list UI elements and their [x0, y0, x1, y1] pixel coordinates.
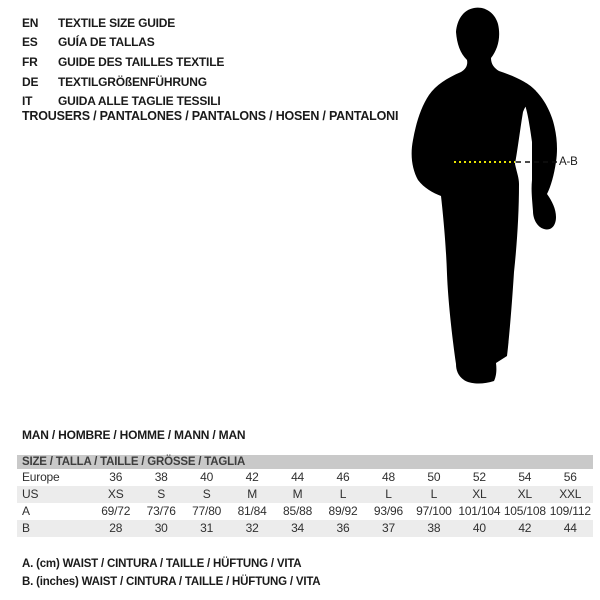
size-value-cell: 69/72 [101, 504, 131, 518]
figure-area [390, 0, 600, 400]
row-label: A [22, 504, 30, 518]
size-value-cell: 30 [154, 521, 168, 535]
note-waist-inches: B. (inches) WAIST / CINTURA / TAILLE / HÜFTUNG / VITA [22, 576, 321, 588]
size-value-cell: 54 [518, 470, 532, 484]
size-value-cell: 73/76 [146, 504, 176, 518]
size-value-cell: 85/88 [283, 504, 313, 518]
size-value-cell: 56 [563, 470, 577, 484]
size-value-cell: XL [472, 487, 487, 501]
size-value-cell: 77/80 [192, 504, 222, 518]
table-row [17, 503, 593, 520]
size-value-cell: 36 [109, 470, 123, 484]
size-value-cell: 46 [336, 470, 350, 484]
language-label: GUIDE DES TAILLES TEXTILE [58, 54, 225, 69]
size-value-cell: XL [517, 487, 532, 501]
language-label: TEXTILGRÖßENFÜHRUNG [58, 74, 207, 89]
size-value-cell: 81/84 [237, 504, 267, 518]
body-silhouette-path [412, 8, 536, 384]
size-value-cell: XXL [559, 487, 582, 501]
row-label: US [22, 487, 39, 501]
arm-silhouette-path [524, 83, 557, 229]
size-value-cell: 97/100 [416, 504, 452, 518]
size-value-cell: 40 [200, 470, 214, 484]
size-value-cell: 42 [245, 470, 259, 484]
size-table-body [17, 469, 593, 537]
language-row [22, 72, 382, 92]
size-table-header: SIZE / TALLA / TAILLE / GRÖSSE / TAGLIA [17, 455, 593, 469]
table-row [17, 520, 593, 537]
language-label: GUÍA DE TALLAS [58, 35, 155, 50]
size-value-cell: 93/96 [373, 504, 403, 518]
row-label: B [22, 521, 30, 535]
size-value-cell: M [247, 487, 257, 501]
size-value-cell: 34 [291, 521, 305, 535]
size-value-cell: 38 [154, 470, 168, 484]
language-label: TEXTILE SIZE GUIDE [58, 15, 176, 30]
size-value-cell: S [157, 487, 166, 501]
gender-title: MAN / HOMBRE / HOMME / MANN / MAN [22, 428, 246, 442]
language-code: DE [22, 74, 39, 89]
size-value-cell: 44 [291, 470, 305, 484]
size-value-cell: 31 [200, 521, 214, 535]
size-value-cell: S [202, 487, 211, 501]
size-value-cell: 38 [427, 521, 441, 535]
language-row [22, 52, 382, 72]
size-value-cell: 48 [381, 470, 395, 484]
language-list [22, 13, 382, 111]
size-table [17, 455, 593, 537]
size-value-cell: XS [107, 487, 124, 501]
size-value-cell: 52 [472, 470, 486, 484]
size-value-cell: 40 [472, 521, 486, 535]
size-value-cell: L [339, 487, 347, 501]
language-row [22, 33, 382, 53]
waist-measure-label: A-B [559, 156, 578, 168]
note-waist-cm: A. (cm) WAIST / CINTURA / TAILLE / HÜFTUNG / VITA [22, 558, 302, 570]
row-label: Europe [22, 470, 60, 484]
language-code: FR [22, 54, 38, 69]
language-code: EN [22, 15, 39, 30]
size-value-cell: 109/112 [549, 504, 591, 518]
table-row [17, 486, 593, 503]
size-value-cell: 32 [245, 521, 259, 535]
size-value-cell: 42 [518, 521, 532, 535]
size-value-cell: 105/108 [503, 504, 546, 518]
size-value-cell: 101/104 [458, 504, 501, 518]
man-silhouette-icon [390, 0, 600, 400]
measurement-notes [22, 555, 320, 591]
language-code: ES [22, 35, 38, 50]
size-value-cell: 36 [336, 521, 350, 535]
language-code: IT [22, 94, 33, 109]
size-value-cell: 89/92 [328, 504, 358, 518]
size-value-cell: 44 [563, 521, 577, 535]
category-title: TROUSERS / PANTALONES / PANTALONS / HOSEN / PANTALONI [22, 109, 399, 123]
size-value-cell: 28 [109, 521, 123, 535]
size-value-cell: 50 [427, 470, 441, 484]
language-label: GUIDA ALLE TAGLIE TESSILI [58, 94, 221, 109]
size-value-cell: L [430, 487, 438, 501]
table-row [17, 469, 593, 486]
size-value-cell: L [385, 487, 392, 501]
size-value-cell: 37 [381, 521, 395, 535]
language-row [22, 13, 382, 33]
size-value-cell: M [292, 487, 303, 501]
